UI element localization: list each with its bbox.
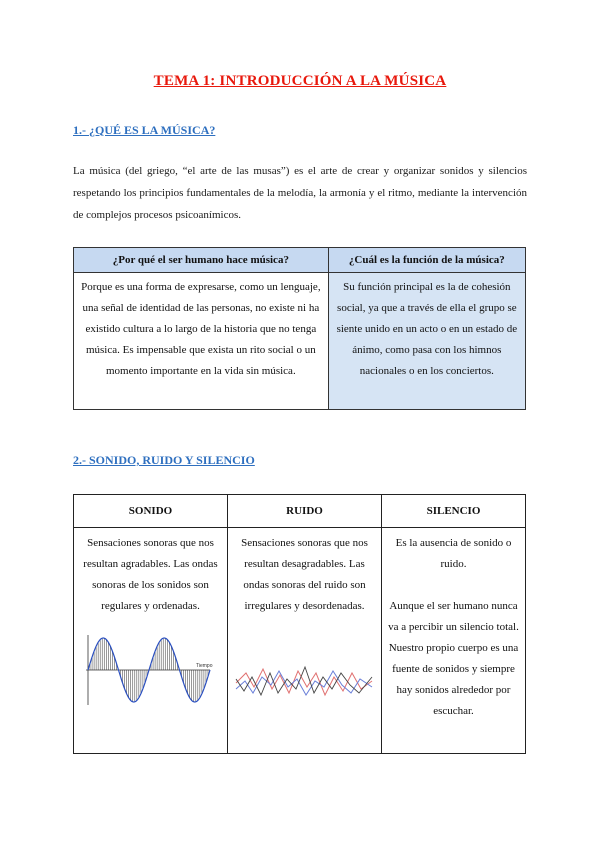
header-why-music: ¿Por qué el ser humano hace música? xyxy=(74,248,329,273)
header-silencio: SILENCIO xyxy=(382,495,526,528)
sound-noise-silence-table xyxy=(73,494,526,754)
cell-function-music: Su función principal es la de cohesión social, ya que a través de ella el grupo se siente unido en un acto o en un estado de ánimo, como pasa con los himnos nacionales o en los conciertos. xyxy=(328,273,525,410)
silencio-text-2: Aunque el ser humano nunca va a percibir un silencio total. Nuestro propio cuerpo es una fuente de sonidos y siempre hay sonidos alrededor por escuchar. xyxy=(388,600,519,717)
ruido-text: Sensaciones sonoras que nos resultan desagradables. Las ondas sonoras del ruido son irregulares y desordenadas. xyxy=(241,537,368,612)
section-2-heading: 2.- SONIDO, RUIDO Y SILENCIO xyxy=(73,453,255,467)
header-function-music: ¿Cuál es la función de la música? xyxy=(328,248,525,273)
time-label: Tiempo xyxy=(196,663,213,669)
music-questions-table xyxy=(73,247,526,410)
sine-wave-diagram xyxy=(78,631,223,709)
header-sonido: SONIDO xyxy=(74,495,228,528)
page-title: TEMA 1: INTRODUCCIÓN A LA MÚSICA xyxy=(153,73,447,89)
cell-why-music: Porque es una forma de expresarse, como un lenguaje, una señal de identidad de las personas, no existe ni ha existido cultura a lo largo de la historia que no tenga música. Es impensable que exista un rito social o un momento importante en la vida sin música. xyxy=(74,273,329,410)
noise-wave-diagram xyxy=(232,643,377,721)
section-1-heading: 1.- ¿QUÉ ES LA MÚSICA? xyxy=(73,123,216,137)
cell-ruido xyxy=(228,528,382,754)
cell-silencio xyxy=(382,528,526,754)
sonido-text: Sensaciones sonoras que nos resultan agradables. Las ondas sonoras de los sonidos son regulares y ordenadas. xyxy=(83,537,218,612)
header-ruido: RUIDO xyxy=(228,495,382,528)
cell-sonido xyxy=(74,528,228,754)
silencio-text-1: Es la ausencia de sonido o ruido. xyxy=(395,537,512,570)
intro-paragraph: La música (del griego, “el arte de las musas”) es el arte de crear y organizar sonidos y silencios respetando los principios fundamentales de la melodía, la armonía y el ritmo, mediante la intervención de complejos procesos psicoanímicos. xyxy=(73,165,527,221)
